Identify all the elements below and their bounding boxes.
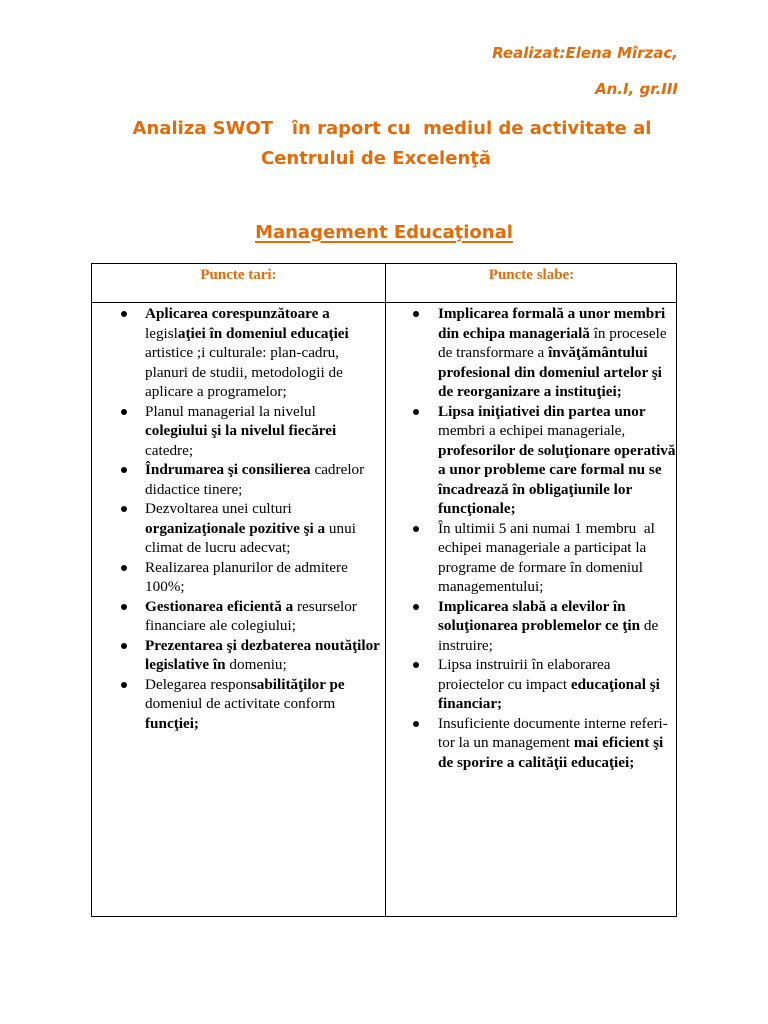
header-divider <box>92 302 676 303</box>
list-item <box>386 519 676 597</box>
list-item <box>92 558 380 597</box>
list-item <box>92 460 380 499</box>
item-text-bold: mai eficient şi de sporire a calităţii educaţiei; <box>438 734 664 771</box>
item-text-bold: aţiei în domeniul educaţiei <box>177 324 349 342</box>
item-text: Realizarea planurilor de admitere 100%; <box>145 558 348 595</box>
bullet-icon <box>121 565 127 571</box>
bullet-icon <box>121 311 127 317</box>
item-text: Lipsa instruirii în elaborarea proiectelor cu impact <box>438 656 611 693</box>
item-text: domeniul de activitate conform <box>145 695 336 712</box>
list-item <box>386 714 676 773</box>
item-text: artistice ;i culturale: plan-cadru, planuri de studii, metodologii de aplicare a programelor; <box>145 344 343 400</box>
item-text: legisl <box>145 324 178 342</box>
bullet-icon <box>121 506 127 512</box>
weaknesses-header: Puncte slabe: <box>488 267 575 283</box>
list-item <box>92 636 380 675</box>
page-title-line-1: Analiza SWOT în raport cu mediul de activitate al <box>132 118 652 139</box>
list-item <box>92 499 380 558</box>
item-text-bold: educaţional şi financiar; <box>438 675 660 712</box>
list-item <box>92 402 380 461</box>
item-text-bold: învăţământului profesional din domeniul artelor şi de reorganizare a instituţiei; <box>438 344 662 400</box>
item-text-bold: Implicarea slabă a elevilor în soluţionarea problemelor ce ţin <box>438 597 641 634</box>
bullet-icon <box>121 682 127 688</box>
section-subtitle: Management Educaţional <box>255 222 513 243</box>
item-text-bold: profesorilor de soluţionare operativă a unor probleme care formal nu se încadrează în obligaţiunile lor funcţionale; <box>438 441 676 517</box>
item-text: Delegarea respon <box>145 675 251 693</box>
page-title-line-2: Centrului de Excelenţă <box>260 148 492 169</box>
list-item <box>386 597 676 656</box>
item-text-bold: sabilităţilor pe <box>250 675 345 693</box>
item-text-bold: colegiului şi la nivelul fiecărei <box>145 422 337 439</box>
strengths-list <box>92 304 380 733</box>
author-name: Realizat:Elena Mîrzac, <box>492 44 678 62</box>
item-text: unui climat de lucru adecvat; <box>145 519 356 556</box>
item-text-bold: Implicarea formală a unor membri din echipa managerială <box>438 305 666 342</box>
item-text-bold: funcţiei; <box>145 714 199 732</box>
item-text: Planul managerial la nivelul <box>145 402 316 420</box>
list-item <box>92 675 380 734</box>
bullet-icon <box>413 721 419 727</box>
bullet-icon <box>121 467 127 473</box>
item-text-bold: Lipsa iniţiativei din partea unor <box>438 402 646 420</box>
item-text: catedre; <box>145 441 194 459</box>
item-text: în procesele de transformare a <box>438 324 667 361</box>
bullet-icon <box>413 662 419 668</box>
item-text-bold: Gestionarea eficientă a <box>145 597 294 615</box>
item-text: domeniu; <box>225 656 287 673</box>
item-text: În ultimii 5 ani numai 1 membru al echipei manageriale a participat la programe de formare în domeniul managementului; <box>438 519 659 595</box>
bullet-icon <box>413 409 419 415</box>
item-text-bold: Aplicarea corespunzătoare a <box>145 305 330 322</box>
bullet-icon <box>121 604 127 610</box>
item-text: Dezvoltarea unei culturi <box>145 500 292 517</box>
list-item <box>92 597 380 636</box>
item-text: Insuficiente documente interne referi-tor la un management <box>438 714 668 751</box>
bullet-icon <box>413 604 419 610</box>
item-text: cadrelor didactice tinere; <box>145 461 365 498</box>
list-item <box>92 304 380 402</box>
strengths-header: Puncte tari: <box>200 267 277 283</box>
weaknesses-list <box>386 304 676 772</box>
list-item <box>386 655 676 714</box>
item-text-bold: Prezentarea şi dezbaterea noutăţilor legislative în <box>145 636 380 673</box>
bullet-icon <box>413 311 419 317</box>
author-group: An.I, gr.III <box>595 80 678 98</box>
list-item <box>386 304 676 402</box>
bullet-icon <box>413 526 419 532</box>
item-text: membri a echipei manageriale, <box>438 422 626 439</box>
list-item <box>386 402 676 519</box>
bullet-icon <box>121 409 127 415</box>
item-text-bold: organizaţionale pozitive şi a <box>145 519 326 537</box>
item-text: de instruire; <box>438 617 659 654</box>
item-text: resurselor financiare ale colegiului; <box>145 597 357 634</box>
swot-table <box>91 263 677 917</box>
bullet-icon <box>121 643 127 649</box>
item-text-bold: Îndrumarea şi consilierea <box>145 461 311 478</box>
